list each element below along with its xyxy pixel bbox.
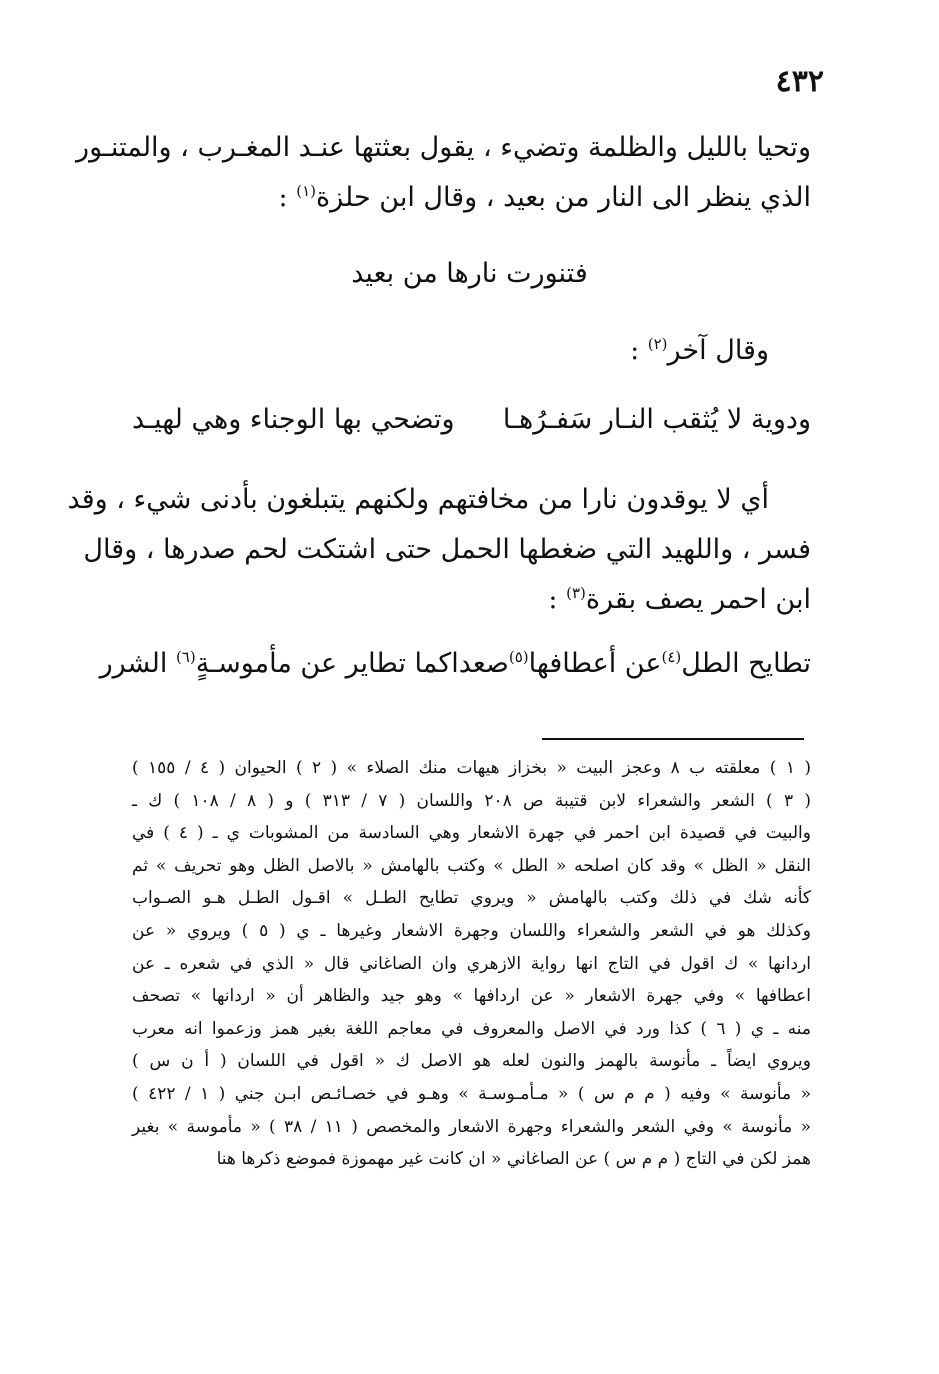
footnotes: [132, 752, 811, 1176]
intro-line-2: وقال آخر$^{(٢)}$ :: [630, 335, 769, 366]
verse-2-first-hemistich: تطايح الطل$^{(٤)}$عن أعطافها$^{(٥)}$صعدا: [451, 648, 811, 679]
verse-1: [132, 404, 811, 435]
page-number: ٤٣٢: [775, 64, 824, 99]
paragraph-2-line-1: أي لا يوقدون نارا من مخافتهم ولكنهم يتبلغون بأدنى شيء ، وقد: [67, 484, 769, 515]
footnote-line: « مأنوسة » وفي الشعر والشعراء وجهرة الاشعار والمخصص ( ١١ / ٣٨ ) « مأموسة » بغير: [132, 1116, 812, 1137]
quoted-line: فتنورت نارها من بعيد: [351, 258, 588, 289]
footnote-line: همز لكن في التاج ( م م س ) عن الصاغاني « ان كانت غير مهموزة فموضع ذكرها هنا: [216, 1149, 811, 1170]
footnote-ref-5: (٥): [508, 648, 529, 666]
footnote-line: اعطافها » وفي جهرة الاشعار « عن اردافها » وهو جيد والظاهر أن « اردانها » تصحف: [132, 986, 811, 1007]
footnote-line: ويروي ايضاً ـ مأنوسة بالهمز والنون لعله هو الاصل ك « اقول في اللسان ( أ ن س ): [132, 1051, 811, 1072]
paragraph-2-line-2: فسر ، واللهيد التي ضغطها الحمل حتى اشتكت لحم صدرها ، وقال: [83, 534, 811, 565]
footnote-line: ( ١ ) معلقته ب ٨ وعجز البيت « بخزاز هيهات منك الصلاء » ( ٢ ) الحيوان ( ٤ / ١٥٥ ): [132, 758, 811, 778]
footnote-line: والبيت في قصيدة ابن احمر في جهرة الاشعار وهي السادسة من المشوبات ي ـ ( ٤ ) في: [132, 823, 811, 844]
verse-1-second-hemistich: وتضحي بها الوجناء وهي لهيـد: [132, 404, 455, 435]
footnote-ref-1: (١): [296, 182, 317, 200]
footnote-ref-3: (٣): [566, 584, 586, 602]
footnote-line: ( ٣ ) الشعر والشعراء لابن قتيبة ص ٢٠٨ واللسان ( ٧ / ٣١٣ ) و ( ٨ / ١٠٨ ) ك ـ: [132, 790, 811, 811]
footnote-separator: [542, 738, 804, 740]
footnote-line: اردانها » ك اقول في التاج انها رواية الازهري وان الصاغاني قال « الذي في شعره ـ عن: [132, 953, 811, 974]
footnote-ref-6: (٦): [175, 648, 196, 666]
paragraph-1-line-1: وتحيا بالليل والظلمة وتضيء ، يقول بعثتها عنـد المغـرب ، والمتنـور: [76, 132, 811, 163]
footnote-line: « مأنوسة » وفيه ( م م س ) « مـأمـوسـة » وهـو في خصـائـص ابـن جني ( ١ / ٤٢٢ ): [132, 1083, 811, 1104]
verse-2: [99, 648, 811, 679]
verse-2-second-hemistich: كما تطاير عن مأموسـةٍ$^{(٦)}$ الشرر: [99, 648, 452, 679]
footnote-ref-2: (٢): [647, 335, 668, 353]
footnote-line: وكذلك هو في الشعر والشعراء واللسان وجهرة الاشعار وغيرها ـ ي ( ٥ ) ويروي « عن: [132, 920, 811, 941]
footnote-ref-4: (٤): [661, 648, 682, 666]
footnote-line: النقل « الظل » وقد كان اصلحه « الطل » وكتب بالهامش « بالاصل الظل وهو تحريف » ثم: [132, 855, 811, 876]
paragraph-2-line-3: ابن احمر يصف بقرة$^{(٣)}$ :: [548, 584, 811, 615]
footnote-line: كأنه شك في ذلك وكتب بالهامش « ويروي تطايح الطـل » اقـول الطـل هـو الصـواب: [132, 888, 811, 909]
paragraph-1-line-2: الذي ينظر الى النار من بعيد ، وقال ابن حلزة$^{(١)}$ :: [278, 182, 811, 213]
footnote-line: منه ـ ي ( ٦ ) كذا ورد في الاصل والمعروف في معاجم اللغة بغير همز وزعموا انه معرب: [132, 1018, 811, 1039]
verse-1-first-hemistich: ودوية لا يُثقب النـار سَفـرُهـا: [502, 404, 811, 435]
